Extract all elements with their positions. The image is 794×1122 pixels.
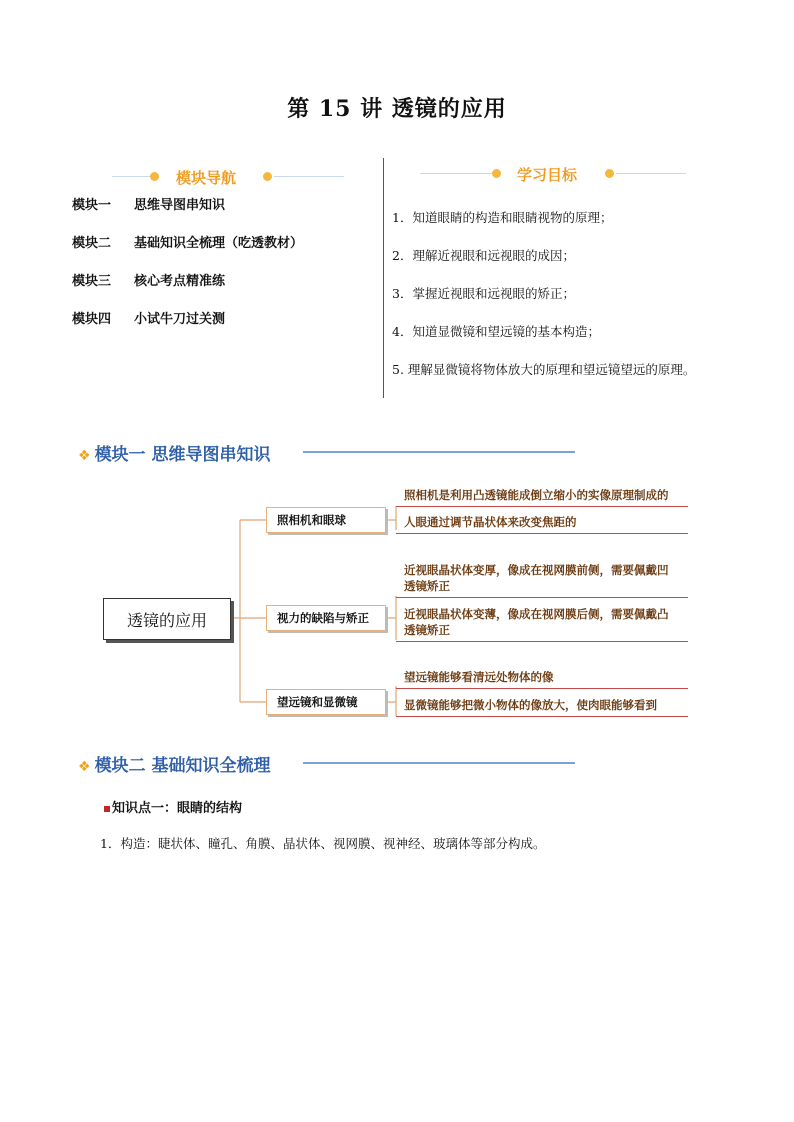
nav-item-key: 模块四: [72, 312, 112, 327]
knowledge-point-title: [104, 797, 242, 816]
goal-item: 1．知道眼睛的构造和眼睛视物的原理；: [392, 210, 613, 225]
mindmap-leaf: 人眼通过调节晶状体来改变焦距的: [404, 515, 577, 529]
leaf-underline: [396, 716, 688, 717]
mindmap-branch-camera-eye: 照相机和眼球: [266, 507, 386, 533]
nav-item-key: 模块一: [72, 198, 112, 213]
nav-item-key: 模块三: [72, 274, 112, 289]
knowledge-point-body: 1．构造：睫状体、瞳孔、角膜、晶状体、视网膜、视神经、玻璃体等部分构成。: [100, 836, 546, 851]
module-1-banner-text: 模块一 思维导图串知识: [94, 445, 271, 465]
mindmap-leaf: 近视眼晶状体变薄，像成在视网膜后侧，需要佩戴凸透镜矫正: [404, 607, 669, 637]
leaf-underline: [396, 641, 688, 642]
red-square-icon: [104, 806, 110, 812]
diamond-arrow-icon: ❖: [78, 448, 91, 464]
page-title: 第 15 讲 透镜的应用: [287, 96, 507, 122]
knowledge-point-title-text: 知识点一：眼睛的结构: [112, 801, 243, 816]
module-2-rule: [303, 762, 575, 764]
mindmap-leaf: 显微镜能够把微小物体的像放大，使肉眼能够看到: [404, 698, 657, 712]
leaf-underline: [396, 533, 688, 534]
diamond-arrow-icon: ❖: [78, 759, 91, 775]
mindmap-branch-telescope-microscope: 望远镜和显微镜: [266, 689, 386, 715]
mindmap-root: 透镜的应用: [103, 598, 231, 640]
nav-item-label: 核心考点精准练: [134, 274, 226, 289]
nav-header: 模块导航: [176, 169, 237, 187]
mindmap-leaf: 望远镜能够看清远处物体的像: [404, 670, 554, 684]
leaf-underline: [396, 506, 688, 507]
goals-header: 学习目标: [517, 166, 578, 184]
goal-item: 3．掌握近视眼和远视眼的矫正；: [392, 286, 575, 301]
leaf-underline: [396, 688, 688, 689]
goal-item: 2．理解近视眼和远视眼的成因；: [392, 248, 575, 263]
mindmap-branch-vision-defects: 视力的缺陷与矫正: [266, 605, 386, 631]
module-2-banner-text: 模块二 基础知识全梳理: [94, 756, 271, 776]
nav-item-label: 思维导图串知识: [134, 198, 226, 213]
goal-item: 4．知道显微镜和望远镜的基本构造；: [392, 324, 600, 339]
leaf-underline: [396, 597, 688, 598]
goal-item: 5. 理解显微镜将物体放大的原理和望远镜望远的原理。: [392, 362, 696, 377]
module-2-banner: [78, 751, 270, 776]
mindmap-leaf: 照相机是利用凸透镜能成倒立缩小的实像原理制成的: [404, 488, 669, 502]
nav-item-key: 模块二: [72, 236, 112, 251]
nav-item-label: 小试牛刀过关测: [134, 312, 226, 327]
mindmap-leaf: 近视眼晶状体变厚，像成在视网膜前侧，需要佩戴凹透镜矫正: [404, 563, 669, 593]
nav-item-label: 基础知识全梳理（吃透教材）: [134, 236, 304, 251]
